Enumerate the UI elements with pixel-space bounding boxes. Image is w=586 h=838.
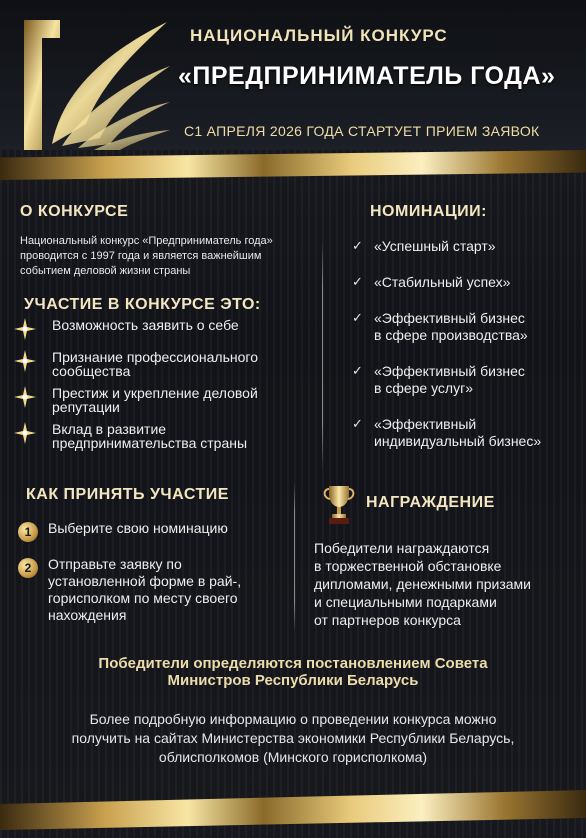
nominations-list	[352, 238, 582, 469]
how-to-title: КАК ПРИНЯТЬ УЧАСТИЕ	[26, 486, 229, 503]
nominations-title: НОМИНАЦИИ:	[370, 203, 487, 220]
checkmark-icon: ✓	[352, 274, 363, 289]
gold-divider-bottom	[0, 790, 586, 830]
participation-list	[12, 318, 312, 458]
divider-vertical-top	[322, 240, 323, 470]
step-number-badge: 1	[18, 522, 38, 542]
checkmark-icon: ✓	[352, 238, 363, 253]
list-item	[18, 520, 288, 542]
list-item	[12, 386, 312, 414]
more-info-text: Более подробную информацию о проведении конкурса можно получить на сайтах Министерства экономики Республики Беларусь, облисполкомов (Минского горисполкома)	[71, 711, 515, 765]
nomination-text: «Успешный старт»	[374, 238, 496, 254]
award-text: Победители награждаются в торжественной обстановке дипломами, денежными призами и специальными подарками от партнеров конкурса	[314, 540, 531, 628]
list-item	[352, 416, 582, 450]
divider-vertical-bottom	[294, 482, 295, 632]
sparkle-star-icon	[12, 384, 38, 410]
step-text: Выберите свою номинацию	[48, 520, 228, 536]
contest-title: «ПРЕДПРИНИМАТЕЛЬ ГОДА»	[178, 62, 556, 90]
list-item	[18, 556, 288, 624]
sparkle-star-icon	[12, 420, 38, 446]
header	[0, 0, 586, 150]
list-item	[352, 310, 582, 344]
sparkle-star-icon	[12, 316, 38, 342]
step-number-badge: 2	[18, 558, 38, 578]
list-item	[352, 363, 582, 397]
winners-decree-text: Победители определяются постановлением Совета Министров Республики Беларусь	[98, 655, 488, 689]
about-text: Национальный конкурс «Предприниматель года» проводится с 1997 года и является важнейшим событием деловой жизни страны	[20, 235, 273, 277]
how-to-steps	[18, 520, 288, 638]
checkmark-icon: ✓	[352, 310, 363, 325]
list-item	[352, 274, 582, 291]
contest-subtitle: НАЦИОНАЛЬНЫЙ КОНКУРС	[190, 26, 448, 45]
nomination-text: «Эффективный бизнес в сфере услуг»	[374, 363, 525, 396]
participation-item-text: Престиж и укрепление деловой репутации	[52, 385, 258, 415]
list-item	[352, 238, 582, 255]
application-start-notice: С1 АПРЕЛЯ 2026 ГОДА СТАРТУЕТ ПРИЕМ ЗАЯВОК	[184, 123, 540, 139]
sparkle-star-icon	[12, 348, 38, 374]
nomination-text: «Эффективный индивидуальный бизнес»	[374, 416, 542, 449]
participation-item-text: Возможность заявить о себе	[52, 317, 239, 333]
award-title: НАГРАЖДЕНИЕ	[366, 494, 495, 511]
gold-divider-top	[0, 150, 586, 180]
participation-title: УЧАСТИЕ В КОНКУРСЕ ЭТО:	[24, 296, 261, 313]
list-item	[12, 318, 312, 342]
list-item	[12, 350, 312, 378]
checkmark-icon: ✓	[352, 416, 363, 431]
nomination-text: «Эффективный бизнес в сфере производства»	[374, 310, 528, 343]
participation-item-text: Вклад в развитие предпринимательства страны	[52, 421, 248, 451]
participation-item-text: Признание профессионального сообщества	[52, 349, 258, 379]
checkmark-icon: ✓	[352, 363, 363, 378]
step-text: Отправьте заявку по установленной форме в рай-, горисполком по месту своего нахождения	[48, 556, 242, 623]
about-title: О КОНКУРСЕ	[20, 203, 129, 220]
golden-wing-logo-icon	[22, 14, 172, 154]
nomination-text: «Стабильный успех»	[374, 274, 511, 290]
list-item	[12, 422, 312, 450]
trophy-cup-icon	[322, 484, 356, 526]
